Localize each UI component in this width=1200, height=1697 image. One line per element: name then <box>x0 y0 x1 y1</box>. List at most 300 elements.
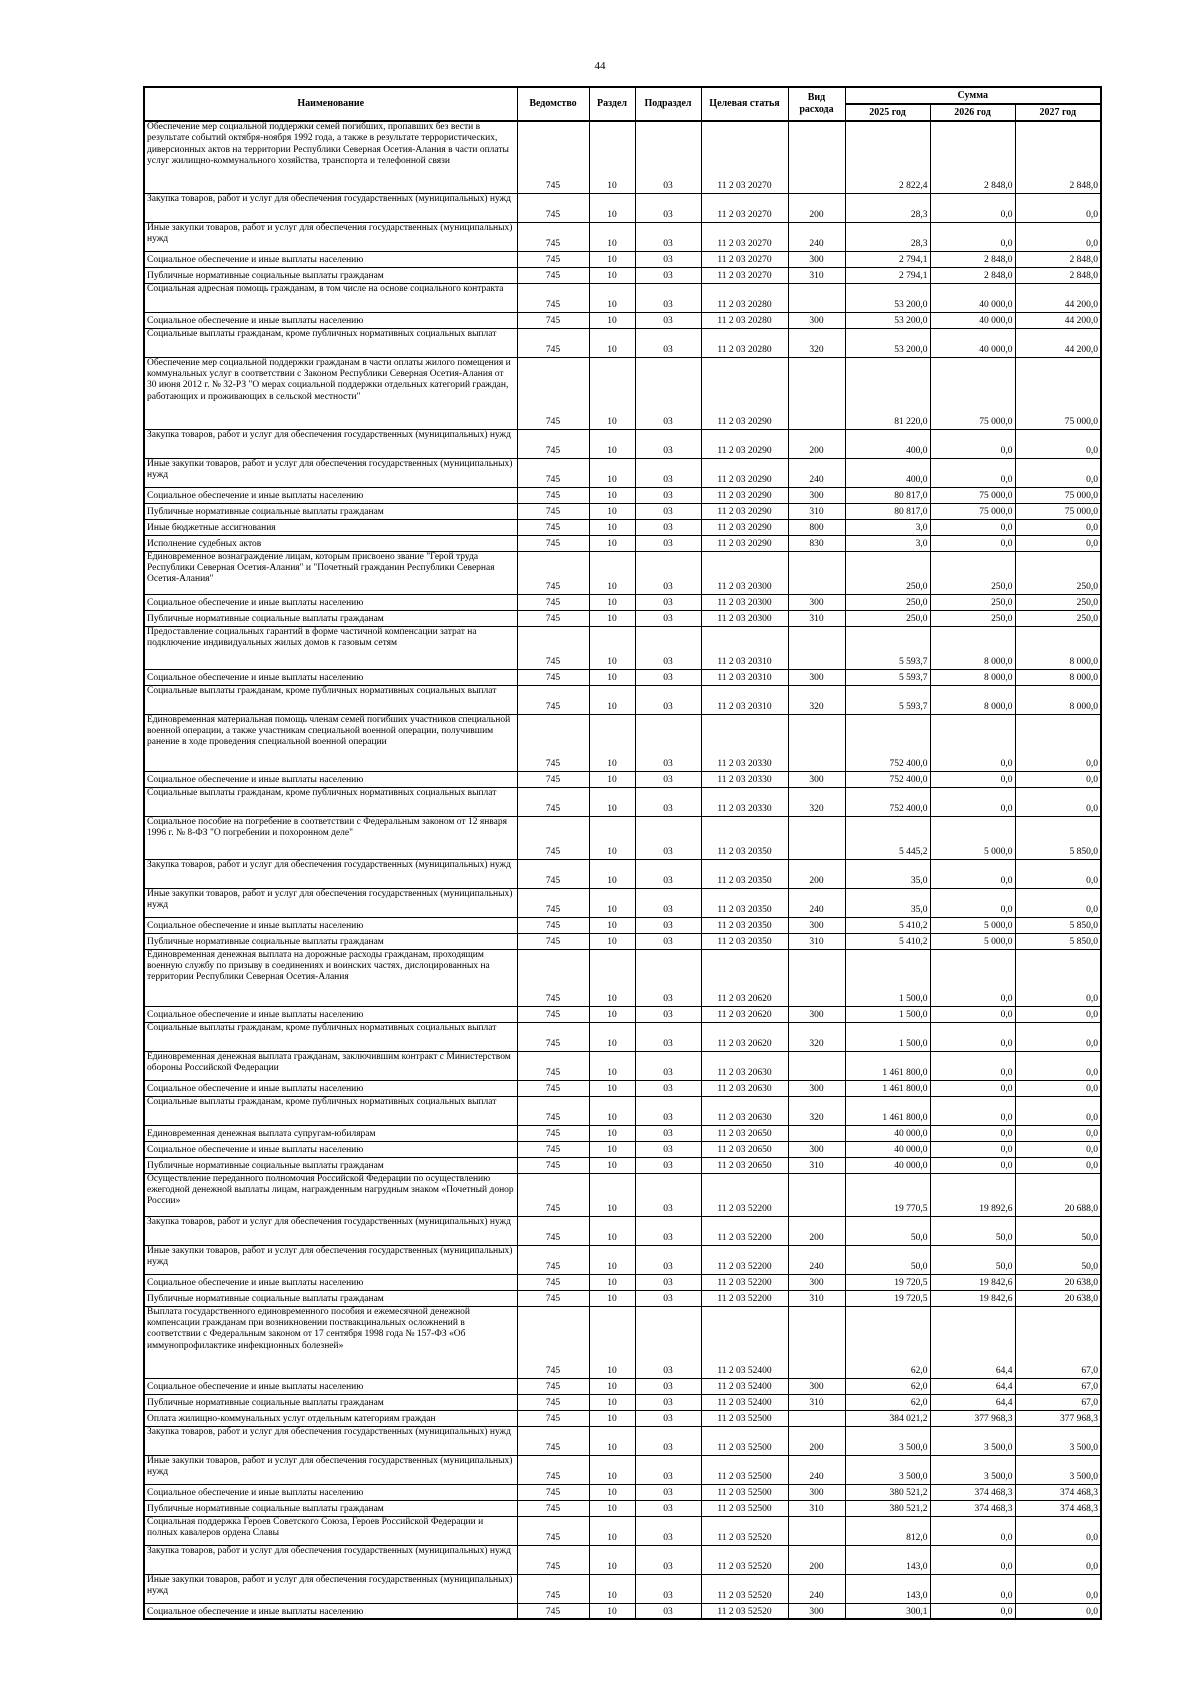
row-section: 10 <box>589 1545 635 1574</box>
row-sum-2025: 1 461 800,0 <box>845 1096 930 1125</box>
row-sum-2027: 0,0 <box>1015 193 1101 222</box>
row-section: 10 <box>589 1125 635 1141</box>
row-subsection: 03 <box>635 594 701 610</box>
table-row <box>144 888 1101 917</box>
row-subsection: 03 <box>635 1245 701 1274</box>
row-sum-2026: 40 000,0 <box>930 312 1015 328</box>
row-target-article: 11 2 03 52200 <box>701 1245 788 1274</box>
row-department: 745 <box>517 251 589 267</box>
row-target-article: 11 2 03 20620 <box>701 1022 788 1051</box>
row-department: 745 <box>517 487 589 503</box>
row-section: 10 <box>589 714 635 771</box>
row-sum-2025: 1 500,0 <box>845 949 930 1006</box>
row-target-article: 11 2 03 20290 <box>701 357 788 429</box>
row-section: 10 <box>589 222 635 251</box>
row-subsection: 03 <box>635 1545 701 1574</box>
row-name: Иные закупки товаров, работ и услуг для обеспечения государственных (муниципальных) нужд <box>144 1574 517 1603</box>
row-name: Социальное обеспечение и иные выплаты населению <box>144 312 517 328</box>
table-row <box>144 1274 1101 1290</box>
row-section: 10 <box>589 1096 635 1125</box>
row-sum-2026: 19 842,6 <box>930 1290 1015 1306</box>
table-row <box>144 859 1101 888</box>
row-section: 10 <box>589 1157 635 1173</box>
table-row <box>144 1022 1101 1051</box>
row-sum-2027: 8 000,0 <box>1015 685 1101 714</box>
row-target-article: 11 2 03 52400 <box>701 1306 788 1378</box>
row-target-article: 11 2 03 20290 <box>701 503 788 519</box>
row-sum-2025: 40 000,0 <box>845 1141 930 1157</box>
row-sum-2026: 75 000,0 <box>930 503 1015 519</box>
row-department: 745 <box>517 859 589 888</box>
table-row <box>144 917 1101 933</box>
row-expense-type <box>788 816 845 859</box>
row-sum-2027: 0,0 <box>1015 1096 1101 1125</box>
row-target-article: 11 2 03 20630 <box>701 1051 788 1080</box>
row-target-article: 11 2 03 20650 <box>701 1141 788 1157</box>
row-sum-2026: 0,0 <box>930 859 1015 888</box>
row-name: Оплата жилищно-коммунальных услуг отдельным категориям граждан <box>144 1410 517 1426</box>
row-sum-2026: 250,0 <box>930 594 1015 610</box>
row-name: Социальное обеспечение и иные выплаты населению <box>144 1141 517 1157</box>
row-sum-2027: 0,0 <box>1015 1080 1101 1096</box>
row-name: Осуществление переданного полномочия Российской Федерации по осуществлению ежегодной денежной выплаты лицам, награжденным нагрудным знаком «Почетный донор России» <box>144 1173 517 1216</box>
row-expense-type: 830 <box>788 535 845 551</box>
row-subsection: 03 <box>635 193 701 222</box>
row-sum-2026: 0,0 <box>930 222 1015 251</box>
row-name: Публичные нормативные социальные выплаты гражданам <box>144 610 517 626</box>
header-expense-type: Вид расхода <box>788 87 845 121</box>
row-sum-2027: 75 000,0 <box>1015 357 1101 429</box>
row-expense-type: 300 <box>788 669 845 685</box>
row-section: 10 <box>589 1245 635 1274</box>
row-subsection: 03 <box>635 1306 701 1378</box>
row-sum-2025: 1 500,0 <box>845 1022 930 1051</box>
row-expense-type: 300 <box>788 594 845 610</box>
table-row <box>144 1394 1101 1410</box>
table-row <box>144 1455 1101 1484</box>
table-row <box>144 121 1101 193</box>
row-sum-2026: 5 000,0 <box>930 816 1015 859</box>
row-sum-2027: 374 468,3 <box>1015 1484 1101 1500</box>
row-expense-type: 300 <box>788 1080 845 1096</box>
row-expense-type <box>788 1516 845 1545</box>
table-row <box>144 551 1101 594</box>
row-subsection: 03 <box>635 1455 701 1484</box>
row-subsection: 03 <box>635 267 701 283</box>
row-sum-2025: 380 521,2 <box>845 1484 930 1500</box>
row-expense-type: 200 <box>788 859 845 888</box>
row-department: 745 <box>517 1306 589 1378</box>
table-row <box>144 816 1101 859</box>
row-sum-2026: 0,0 <box>930 535 1015 551</box>
row-sum-2026: 0,0 <box>930 519 1015 535</box>
budget-table <box>143 86 1102 1620</box>
row-sum-2025: 250,0 <box>845 551 930 594</box>
row-name: Социальное обеспечение и иные выплаты населению <box>144 1274 517 1290</box>
row-sum-2026: 0,0 <box>930 1080 1015 1096</box>
row-name: Социальные выплаты гражданам, кроме публичных нормативных социальных выплат <box>144 685 517 714</box>
row-section: 10 <box>589 594 635 610</box>
row-section: 10 <box>589 487 635 503</box>
row-section: 10 <box>589 1378 635 1394</box>
row-subsection: 03 <box>635 251 701 267</box>
row-section: 10 <box>589 328 635 357</box>
row-subsection: 03 <box>635 933 701 949</box>
row-section: 10 <box>589 1173 635 1216</box>
row-subsection: 03 <box>635 121 701 193</box>
row-sum-2027: 8 000,0 <box>1015 669 1101 685</box>
row-sum-2027: 250,0 <box>1015 610 1101 626</box>
row-name: Социальное обеспечение и иные выплаты населению <box>144 669 517 685</box>
row-sum-2025: 81 220,0 <box>845 357 930 429</box>
row-sum-2026: 50,0 <box>930 1245 1015 1274</box>
row-subsection: 03 <box>635 714 701 771</box>
row-department: 745 <box>517 1394 589 1410</box>
row-expense-type: 300 <box>788 1141 845 1157</box>
row-name: Исполнение судебных актов <box>144 535 517 551</box>
row-name: Социальное обеспечение и иные выплаты населению <box>144 1603 517 1619</box>
table-row <box>144 1603 1101 1619</box>
table-row <box>144 312 1101 328</box>
row-subsection: 03 <box>635 487 701 503</box>
row-department: 745 <box>517 1141 589 1157</box>
row-department: 745 <box>517 626 589 669</box>
table-row <box>144 610 1101 626</box>
row-sum-2025: 80 817,0 <box>845 503 930 519</box>
row-sum-2027: 5 850,0 <box>1015 933 1101 949</box>
table-row <box>144 1080 1101 1096</box>
row-sum-2025: 5 593,7 <box>845 669 930 685</box>
table-row <box>144 193 1101 222</box>
row-sum-2026: 0,0 <box>930 1096 1015 1125</box>
row-name: Иные закупки товаров, работ и услуг для обеспечения государственных (муниципальных) нужд <box>144 1245 517 1274</box>
row-sum-2025: 3,0 <box>845 519 930 535</box>
row-expense-type: 310 <box>788 1290 845 1306</box>
row-target-article: 11 2 03 20290 <box>701 487 788 503</box>
row-name: Закупка товаров, работ и услуг для обеспечения государственных (муниципальных) нужд <box>144 1426 517 1455</box>
row-department: 745 <box>517 1603 589 1619</box>
row-sum-2025: 5 410,2 <box>845 933 930 949</box>
row-name: Социальное обеспечение и иные выплаты населению <box>144 594 517 610</box>
row-name: Предоставление социальных гарантий в форме частичной компенсации затрат на подключение индивидуальных жилых домов к газовым сетям <box>144 626 517 669</box>
row-sum-2026: 19 842,6 <box>930 1274 1015 1290</box>
row-section: 10 <box>589 669 635 685</box>
row-sum-2025: 2 794,1 <box>845 267 930 283</box>
row-name: Социальная адресная помощь гражданам, в том числе на основе социального контракта <box>144 283 517 312</box>
row-department: 745 <box>517 1080 589 1096</box>
row-department: 745 <box>517 1455 589 1484</box>
row-department: 745 <box>517 1516 589 1545</box>
row-sum-2027: 67,0 <box>1015 1394 1101 1410</box>
row-sum-2025: 62,0 <box>845 1394 930 1410</box>
row-name: Социальное обеспечение и иные выплаты населению <box>144 1484 517 1500</box>
row-target-article: 11 2 03 20330 <box>701 714 788 771</box>
row-sum-2026: 50,0 <box>930 1216 1015 1245</box>
row-target-article: 11 2 03 20650 <box>701 1157 788 1173</box>
table-row <box>144 487 1101 503</box>
table-row <box>144 1216 1101 1245</box>
row-subsection: 03 <box>635 1022 701 1051</box>
row-sum-2027: 5 850,0 <box>1015 917 1101 933</box>
row-section: 10 <box>589 357 635 429</box>
row-sum-2025: 19 770,5 <box>845 1173 930 1216</box>
header-subsection: Подраздел <box>635 87 701 121</box>
row-department: 745 <box>517 535 589 551</box>
row-expense-type: 300 <box>788 917 845 933</box>
row-target-article: 11 2 03 20270 <box>701 222 788 251</box>
row-target-article: 11 2 03 20630 <box>701 1096 788 1125</box>
row-department: 745 <box>517 1426 589 1455</box>
row-section: 10 <box>589 949 635 1006</box>
row-section: 10 <box>589 685 635 714</box>
row-sum-2025: 250,0 <box>845 610 930 626</box>
row-department: 745 <box>517 771 589 787</box>
row-sum-2027: 374 468,3 <box>1015 1500 1101 1516</box>
row-subsection: 03 <box>635 1157 701 1173</box>
row-subsection: 03 <box>635 551 701 594</box>
row-target-article: 11 2 03 52400 <box>701 1394 788 1410</box>
row-expense-type: 200 <box>788 1545 845 1574</box>
row-department: 745 <box>517 1157 589 1173</box>
row-target-article: 11 2 03 52400 <box>701 1378 788 1394</box>
row-department: 745 <box>517 1410 589 1426</box>
table-row <box>144 1306 1101 1378</box>
row-section: 10 <box>589 787 635 816</box>
row-expense-type: 320 <box>788 685 845 714</box>
row-sum-2025: 62,0 <box>845 1306 930 1378</box>
row-sum-2027: 0,0 <box>1015 1051 1101 1080</box>
row-department: 745 <box>517 328 589 357</box>
row-department: 745 <box>517 594 589 610</box>
table-row <box>144 251 1101 267</box>
row-sum-2025: 400,0 <box>845 458 930 487</box>
row-department: 745 <box>517 1500 589 1516</box>
row-sum-2027: 3 500,0 <box>1015 1426 1101 1455</box>
row-sum-2027: 250,0 <box>1015 551 1101 594</box>
row-sum-2025: 53 200,0 <box>845 312 930 328</box>
row-target-article: 11 2 03 52200 <box>701 1290 788 1306</box>
row-target-article: 11 2 03 52500 <box>701 1455 788 1484</box>
table-row <box>144 933 1101 949</box>
row-expense-type: 300 <box>788 1006 845 1022</box>
table-row <box>144 1245 1101 1274</box>
row-target-article: 11 2 03 20630 <box>701 1080 788 1096</box>
row-target-article: 11 2 03 20350 <box>701 917 788 933</box>
row-sum-2025: 1 461 800,0 <box>845 1080 930 1096</box>
row-sum-2025: 380 521,2 <box>845 1500 930 1516</box>
row-name: Социальная поддержка Героев Советского Союза, Героев Российской Федерации и полных кавалеров ордена Славы <box>144 1516 517 1545</box>
table-row <box>144 626 1101 669</box>
row-expense-type <box>788 1125 845 1141</box>
row-subsection: 03 <box>635 283 701 312</box>
row-expense-type <box>788 121 845 193</box>
row-target-article: 11 2 03 20280 <box>701 312 788 328</box>
row-sum-2025: 40 000,0 <box>845 1125 930 1141</box>
row-subsection: 03 <box>635 787 701 816</box>
row-section: 10 <box>589 1410 635 1426</box>
row-target-article: 11 2 03 52200 <box>701 1274 788 1290</box>
row-section: 10 <box>589 1455 635 1484</box>
row-department: 745 <box>517 816 589 859</box>
row-expense-type: 200 <box>788 1216 845 1245</box>
row-name: Социальное обеспечение и иные выплаты населению <box>144 487 517 503</box>
row-department: 745 <box>517 1006 589 1022</box>
row-expense-type: 310 <box>788 1394 845 1410</box>
row-expense-type: 310 <box>788 610 845 626</box>
row-sum-2025: 3,0 <box>845 535 930 551</box>
row-sum-2026: 250,0 <box>930 610 1015 626</box>
row-expense-type <box>788 949 845 1006</box>
row-target-article: 11 2 03 20310 <box>701 626 788 669</box>
row-subsection: 03 <box>635 1173 701 1216</box>
table-row <box>144 328 1101 357</box>
row-target-article: 11 2 03 20290 <box>701 535 788 551</box>
table-row <box>144 594 1101 610</box>
row-target-article: 11 2 03 20290 <box>701 458 788 487</box>
row-name: Социальное обеспечение и иные выплаты населению <box>144 251 517 267</box>
row-department: 745 <box>517 1290 589 1306</box>
table-row <box>144 535 1101 551</box>
header-department: Ведомство <box>517 87 589 121</box>
row-sum-2027: 0,0 <box>1015 1141 1101 1157</box>
row-sum-2027: 44 200,0 <box>1015 328 1101 357</box>
table-row <box>144 357 1101 429</box>
row-sum-2027: 0,0 <box>1015 949 1101 1006</box>
row-subsection: 03 <box>635 1290 701 1306</box>
row-sum-2025: 1 500,0 <box>845 1006 930 1022</box>
row-sum-2026: 0,0 <box>930 1545 1015 1574</box>
row-subsection: 03 <box>635 1410 701 1426</box>
row-target-article: 11 2 03 20270 <box>701 267 788 283</box>
row-target-article: 11 2 03 52200 <box>701 1173 788 1216</box>
row-target-article: 11 2 03 20280 <box>701 328 788 357</box>
row-name: Единовременное вознаграждение лицам, которым присвоено звание "Герой труда Республики Северная Осетия-Алания" и "Почетный гражданин Республики Северная Осетия-Алания" <box>144 551 517 594</box>
row-target-article: 11 2 03 52520 <box>701 1516 788 1545</box>
row-subsection: 03 <box>635 816 701 859</box>
row-name: Обеспечение мер социальной поддержки гражданам в части оплаты жилого помещения и коммунальных услуг в соответствии с Законом Республики Северная Осетия-Алания от 30 июня 2012 г. № 32-РЗ "О мерах социальной поддержки отдельных категорий граждан, работающих и проживающих в сельской местности" <box>144 357 517 429</box>
row-sum-2025: 2 794,1 <box>845 251 930 267</box>
row-sum-2026: 0,0 <box>930 1603 1015 1619</box>
row-sum-2026: 40 000,0 <box>930 328 1015 357</box>
row-sum-2026: 0,0 <box>930 1157 1015 1173</box>
row-sum-2026: 3 500,0 <box>930 1426 1015 1455</box>
row-department: 745 <box>517 222 589 251</box>
row-sum-2026: 0,0 <box>930 1051 1015 1080</box>
row-section: 10 <box>589 1022 635 1051</box>
row-subsection: 03 <box>635 917 701 933</box>
row-expense-type <box>788 1173 845 1216</box>
row-expense-type: 240 <box>788 1574 845 1603</box>
row-target-article: 11 2 03 52520 <box>701 1574 788 1603</box>
row-department: 745 <box>517 917 589 933</box>
row-name: Иные закупки товаров, работ и услуг для обеспечения государственных (муниципальных) нужд <box>144 222 517 251</box>
row-subsection: 03 <box>635 1274 701 1290</box>
row-sum-2025: 40 000,0 <box>845 1157 930 1173</box>
row-department: 745 <box>517 312 589 328</box>
row-section: 10 <box>589 429 635 458</box>
row-expense-type <box>788 283 845 312</box>
row-sum-2026: 64,4 <box>930 1306 1015 1378</box>
row-sum-2026: 374 468,3 <box>930 1484 1015 1500</box>
row-department: 745 <box>517 1125 589 1141</box>
row-sum-2027: 8 000,0 <box>1015 626 1101 669</box>
row-section: 10 <box>589 1006 635 1022</box>
row-department: 745 <box>517 551 589 594</box>
row-department: 745 <box>517 1274 589 1290</box>
row-expense-type: 300 <box>788 487 845 503</box>
row-subsection: 03 <box>635 458 701 487</box>
row-department: 745 <box>517 1173 589 1216</box>
row-section: 10 <box>589 267 635 283</box>
row-target-article: 11 2 03 20270 <box>701 193 788 222</box>
row-sum-2025: 5 410,2 <box>845 917 930 933</box>
row-sum-2027: 2 848,0 <box>1015 121 1101 193</box>
row-section: 10 <box>589 917 635 933</box>
row-expense-type: 240 <box>788 1245 845 1274</box>
row-expense-type <box>788 551 845 594</box>
row-sum-2025: 28,3 <box>845 222 930 251</box>
row-sum-2027: 44 200,0 <box>1015 283 1101 312</box>
row-section: 10 <box>589 535 635 551</box>
row-department: 745 <box>517 1096 589 1125</box>
row-section: 10 <box>589 1426 635 1455</box>
row-target-article: 11 2 03 52500 <box>701 1500 788 1516</box>
table-row <box>144 1378 1101 1394</box>
row-expense-type: 310 <box>788 933 845 949</box>
row-section: 10 <box>589 312 635 328</box>
row-sum-2027: 0,0 <box>1015 1545 1101 1574</box>
row-sum-2026: 250,0 <box>930 551 1015 594</box>
row-name: Социальное обеспечение и иные выплаты населению <box>144 771 517 787</box>
row-sum-2027: 20 638,0 <box>1015 1290 1101 1306</box>
row-subsection: 03 <box>635 1516 701 1545</box>
row-subsection: 03 <box>635 685 701 714</box>
row-expense-type: 310 <box>788 267 845 283</box>
row-name: Публичные нормативные социальные выплаты гражданам <box>144 1290 517 1306</box>
row-sum-2027: 377 968,3 <box>1015 1410 1101 1426</box>
row-sum-2027: 67,0 <box>1015 1378 1101 1394</box>
row-section: 10 <box>589 859 635 888</box>
table-row <box>144 222 1101 251</box>
row-sum-2026: 0,0 <box>930 1022 1015 1051</box>
row-sum-2026: 2 848,0 <box>930 251 1015 267</box>
row-name: Публичные нормативные социальные выплаты гражданам <box>144 267 517 283</box>
row-name: Выплата государственного единовременного пособия и ежемесячной денежной компенсации гражданам при возникновении поствакцинальных осложнений в соответствии с Федеральным законом от 17 сентября 1998 года № 157-ФЗ «Об иммунопрофилактике инфекционных болезней» <box>144 1306 517 1378</box>
row-sum-2026: 64,4 <box>930 1378 1015 1394</box>
row-target-article: 11 2 03 52200 <box>701 1216 788 1245</box>
row-sum-2027: 0,0 <box>1015 1157 1101 1173</box>
row-department: 745 <box>517 610 589 626</box>
row-section: 10 <box>589 888 635 917</box>
row-expense-type: 300 <box>788 312 845 328</box>
row-sum-2026: 0,0 <box>930 949 1015 1006</box>
row-section: 10 <box>589 503 635 519</box>
row-sum-2026: 0,0 <box>930 1006 1015 1022</box>
row-department: 745 <box>517 121 589 193</box>
row-subsection: 03 <box>635 888 701 917</box>
row-name: Иные бюджетные ассигнования <box>144 519 517 535</box>
row-expense-type: 320 <box>788 328 845 357</box>
row-sum-2025: 80 817,0 <box>845 487 930 503</box>
row-sum-2026: 8 000,0 <box>930 669 1015 685</box>
row-section: 10 <box>589 816 635 859</box>
row-sum-2025: 53 200,0 <box>845 283 930 312</box>
row-target-article: 11 2 03 20270 <box>701 121 788 193</box>
row-subsection: 03 <box>635 1096 701 1125</box>
row-department: 745 <box>517 1484 589 1500</box>
row-sum-2027: 0,0 <box>1015 1022 1101 1051</box>
row-section: 10 <box>589 251 635 267</box>
